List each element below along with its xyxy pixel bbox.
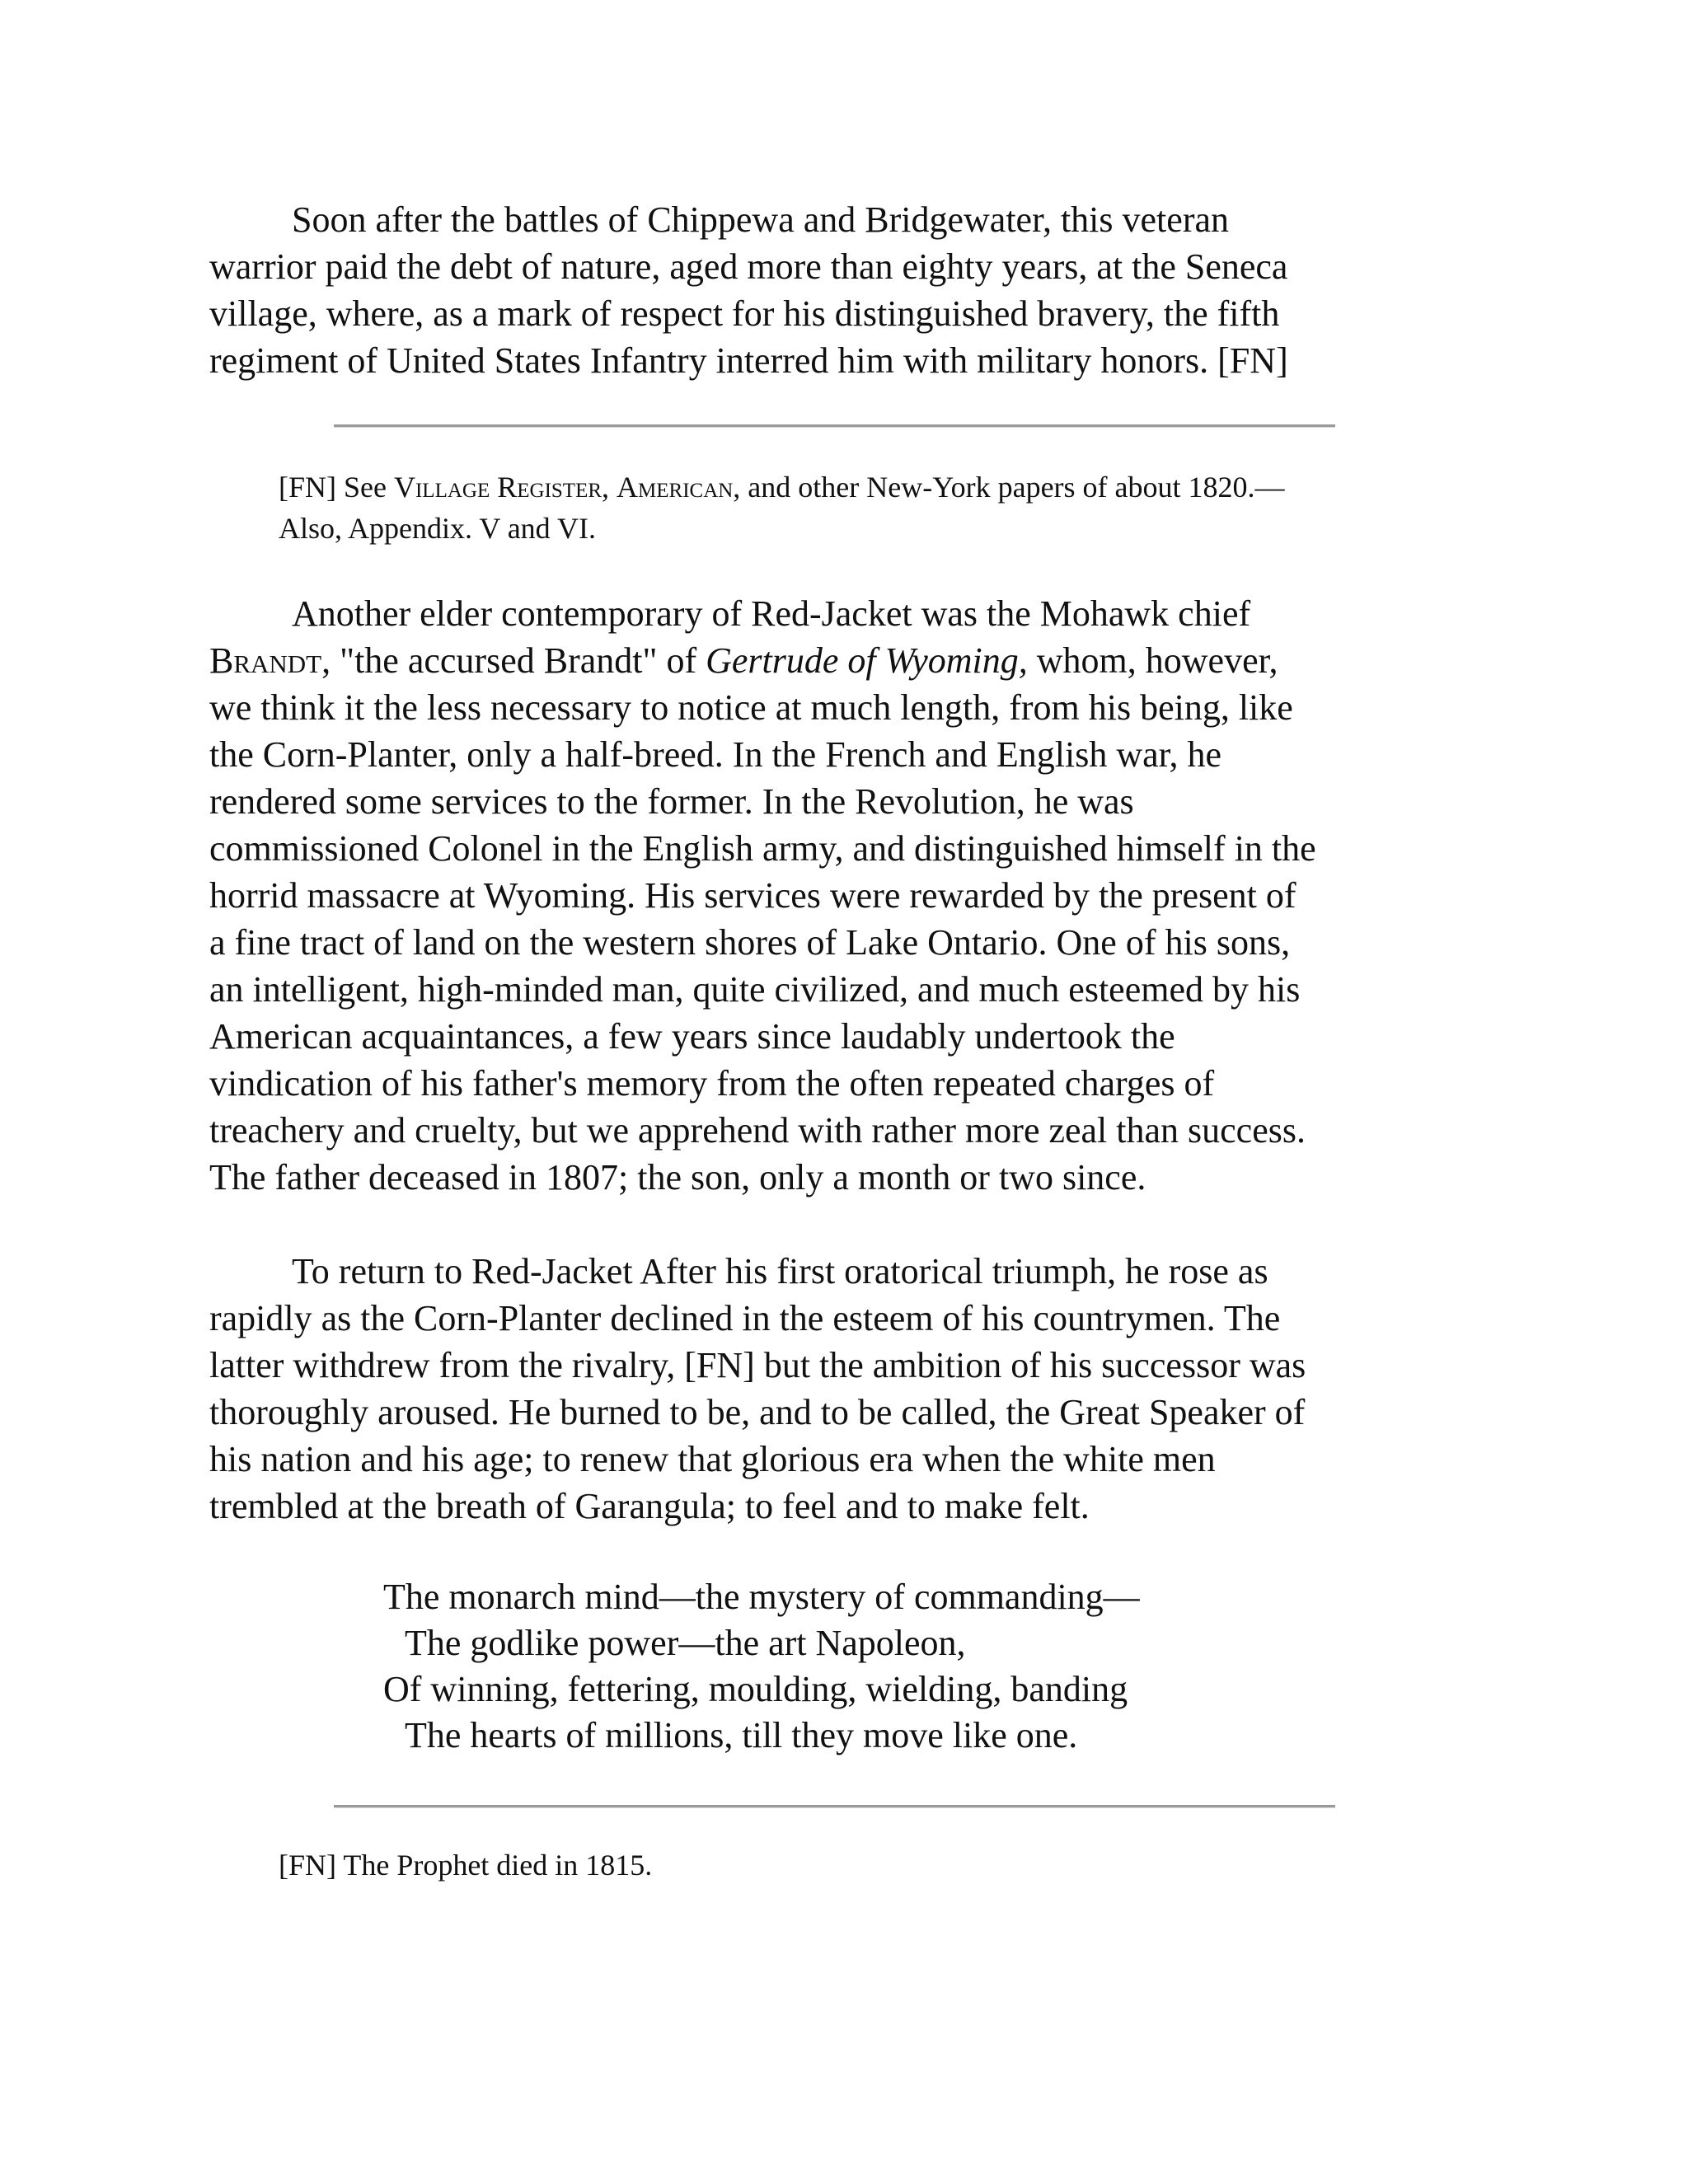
text-line: Soon after the battles of Chippewa and Bridgewater, this veteran [292, 199, 1229, 240]
paragraph-return-to-red-jacket [209, 1248, 1495, 1530]
footnote-divider [334, 1805, 1335, 1808]
footnote-smallcaps: American [617, 471, 734, 504]
text-line: rapidly as the Corn-Planter declined in the esteem of his countrymen. The [209, 1298, 1281, 1338]
text-line: treachery and cruelty, but we apprehend with rather more zeal than success. [209, 1110, 1306, 1151]
footnote-village-register [279, 466, 1285, 549]
text-line: Another elder contemporary of Red-Jacket was the Mohawk chief [292, 593, 1251, 634]
footnote-line: [FN] The Prophet died in 1815. [279, 1849, 653, 1882]
text-fragment: whom, however, [1027, 640, 1278, 681]
footnote-text: , and other New-York papers of about 1820.— [733, 471, 1285, 504]
brandt-smallcaps: Brandt [209, 640, 322, 681]
footnote-line [279, 466, 1285, 508]
text-line: trembled at the breath of Garangula; to feel and to make felt. [209, 1486, 1090, 1526]
text-line: commissioned Colonel in the English army, and distinguished himself in the [209, 828, 1316, 869]
footnote-smallcaps: Village Register [393, 471, 603, 504]
text-line: latter withdrew from the rivalry, [FN] but the ambition of his successor was [209, 1345, 1306, 1385]
verse-quotation [383, 1574, 1140, 1759]
paragraph-brandt [209, 590, 1495, 1201]
footnote-divider [334, 424, 1335, 428]
verse-line: The godlike power—the art Napoleon, [405, 1623, 966, 1663]
text-line: a fine tract of land on the western shores of Lake Ontario. One of his sons, [209, 922, 1291, 963]
text-line [209, 637, 1495, 684]
text-line: regiment of United States Infantry interred him with military honors. [FN] [209, 340, 1288, 381]
footnote-text: , [602, 471, 617, 504]
verse-line: The monarch mind—the mystery of commanding— [383, 1577, 1140, 1617]
footnote-prophet [279, 1844, 652, 1886]
text-line: thoroughly aroused. He burned to be, and to be called, the Great Speaker of [209, 1392, 1306, 1432]
verse-line: The hearts of millions, till they move like one. [405, 1715, 1078, 1755]
text-line: we think it the less necessary to notice at much length, from his being, like [209, 687, 1293, 728]
text-line: the Corn-Planter, only a half-breed. In the French and English war, he [209, 734, 1222, 775]
footnote-text: [FN] See [279, 471, 394, 504]
text-line: American acquaintances, a few years since laudably undertook the [209, 1016, 1175, 1057]
footnote-line: Also, Appendix. V and VI. [279, 512, 597, 545]
verse-line: Of winning, fettering, moulding, wielding, banding [383, 1669, 1128, 1709]
text-line: village, where, as a mark of respect for his distinguished bravery, the fifth [209, 293, 1280, 334]
text-line: The father deceased in 1807; the son, only a month or two since. [209, 1157, 1146, 1197]
paragraph-chippewa [209, 196, 1495, 384]
text-line: To return to Red-Jacket After his first oratorical triumph, he rose as [292, 1251, 1268, 1291]
text-line: vindication of his father's memory from the often repeated charges of [209, 1063, 1215, 1104]
text-line: an intelligent, high-minded man, quite civilized, and much esteemed by his [209, 969, 1301, 1010]
text-line: his nation and his age; to renew that glorious era when the white men [209, 1439, 1216, 1479]
text-line: rendered some services to the former. In the Revolution, he was [209, 781, 1134, 822]
text-fragment: , "the accursed Brandt" of [321, 640, 706, 681]
gertrude-title: Gertrude of Wyoming, [706, 640, 1028, 681]
text-line: warrior paid the debt of nature, aged more than eighty years, at the Seneca [209, 246, 1288, 287]
text-line: horrid massacre at Wyoming. His services were rewarded by the present of [209, 875, 1296, 916]
